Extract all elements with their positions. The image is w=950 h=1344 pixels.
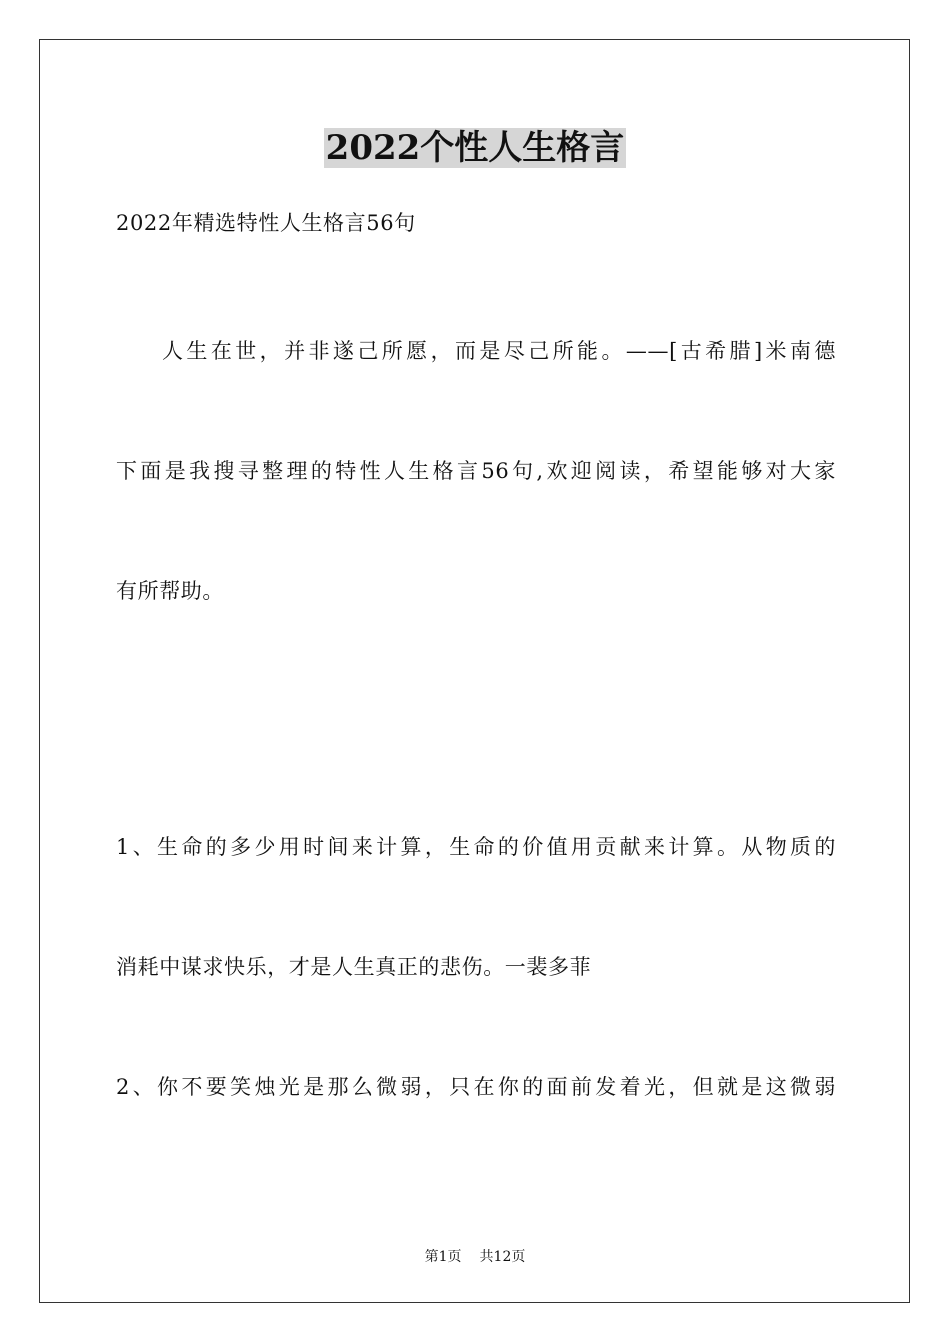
list-item-1-line-1: 1、生命的多少用时间来计算，生命的价值用贡献来计算。从物质的 bbox=[116, 835, 836, 859]
list-item-2-line-1: 2、你不要笑烛光是那么微弱，只在你的面前发着光，但就是这微弱 bbox=[116, 1075, 836, 1099]
paragraph-intro-line-2: 有所帮助。 bbox=[116, 579, 224, 603]
paragraph-quote: 人生在世，并非遂己所愿，而是尽己所能。——[古希腊]米南德 bbox=[162, 339, 836, 363]
document-title bbox=[0, 126, 950, 170]
page-total: 共12页 bbox=[479, 1249, 526, 1265]
list-item-1-line-2: 消耗中谋求快乐，才是人生真正的悲伤。一裴多菲 bbox=[116, 955, 592, 979]
page-number: 第1页 bbox=[424, 1249, 462, 1265]
paragraph-intro-line-1: 下面是我搜寻整理的特性人生格言56句,欢迎阅读，希望能够对大家 bbox=[116, 459, 836, 483]
document-subtitle: 2022年精选特性人生格言56句 bbox=[116, 211, 416, 235]
page-footer bbox=[0, 1247, 950, 1267]
document-title-text: 2022个性人生格言 bbox=[325, 128, 625, 168]
